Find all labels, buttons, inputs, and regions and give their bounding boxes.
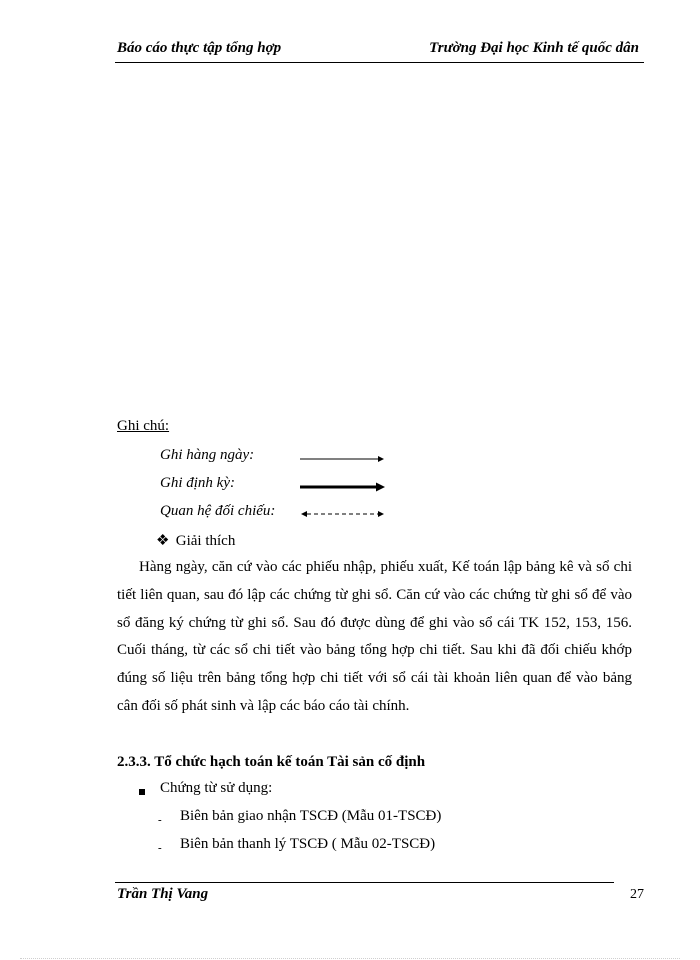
page-bottom-edge xyxy=(20,958,680,959)
thin-arrow-icon xyxy=(298,452,388,466)
dashed-double-arrow-icon xyxy=(298,507,388,521)
thick-arrow-icon xyxy=(298,480,388,494)
legend-label-daily: Ghi hàng ngày: xyxy=(160,447,255,463)
explanation-heading-text: Giải thích xyxy=(175,533,236,549)
notes-title: Ghi chú: xyxy=(117,418,170,434)
dash-bullet-icon: - xyxy=(158,814,162,826)
diamond-bullet-icon: ❖ xyxy=(156,533,170,549)
header-right-title: Trường Đại học Kinh tế quốc dân xyxy=(429,40,639,56)
documents-used-label: Chứng từ sử dụng: xyxy=(160,780,273,796)
footer-author: Trần Thị Vang xyxy=(117,886,209,902)
page-number: 27 xyxy=(630,887,644,902)
document-item: Biên bản giao nhận TSCĐ (Mẫu 01-TSCĐ) xyxy=(180,808,442,824)
footer-divider xyxy=(115,882,614,883)
legend-label-reconcile: Quan hệ đối chiếu: xyxy=(160,503,276,519)
header-divider xyxy=(115,62,644,63)
explanation-heading xyxy=(156,531,235,550)
section-heading: 2.3.3. Tổ chức hạch toán kế toán Tài sản cố định xyxy=(117,754,426,770)
document-item: Biên bản thanh lý TSCĐ ( Mẫu 02-TSCĐ) xyxy=(180,836,436,852)
dash-bullet-icon: - xyxy=(158,842,162,854)
explanation-paragraph: Hàng ngày, căn cứ vào các phiếu nhập, phiếu xuất, Kế toán lập bảng kê và sổ chi tiết liên quan, sau đó lập các chứng từ ghi sổ. Căn cứ vào các chứng từ ghi sổ để vào sổ đăng ký chứng từ ghi sổ. Sau đó được dùng để ghi vào sổ cái TK 152, 153, 156. Cuối tháng, từ các sổ chi tiết vào bảng tổng hợp chi tiết. Sau khi đã đối chiếu khớp đúng số liệu trên bảng tổng hợp chi tiết với sổ cái tài khoản liên quan để vào bảng cân đối số phát sinh và lập các báo cáo tài chính. xyxy=(117,559,632,714)
legend-label-periodic: Ghi định kỳ: xyxy=(160,475,235,491)
square-bullet-icon xyxy=(139,789,145,795)
header-left-title: Báo cáo thực tập tổng hợp xyxy=(117,40,282,56)
